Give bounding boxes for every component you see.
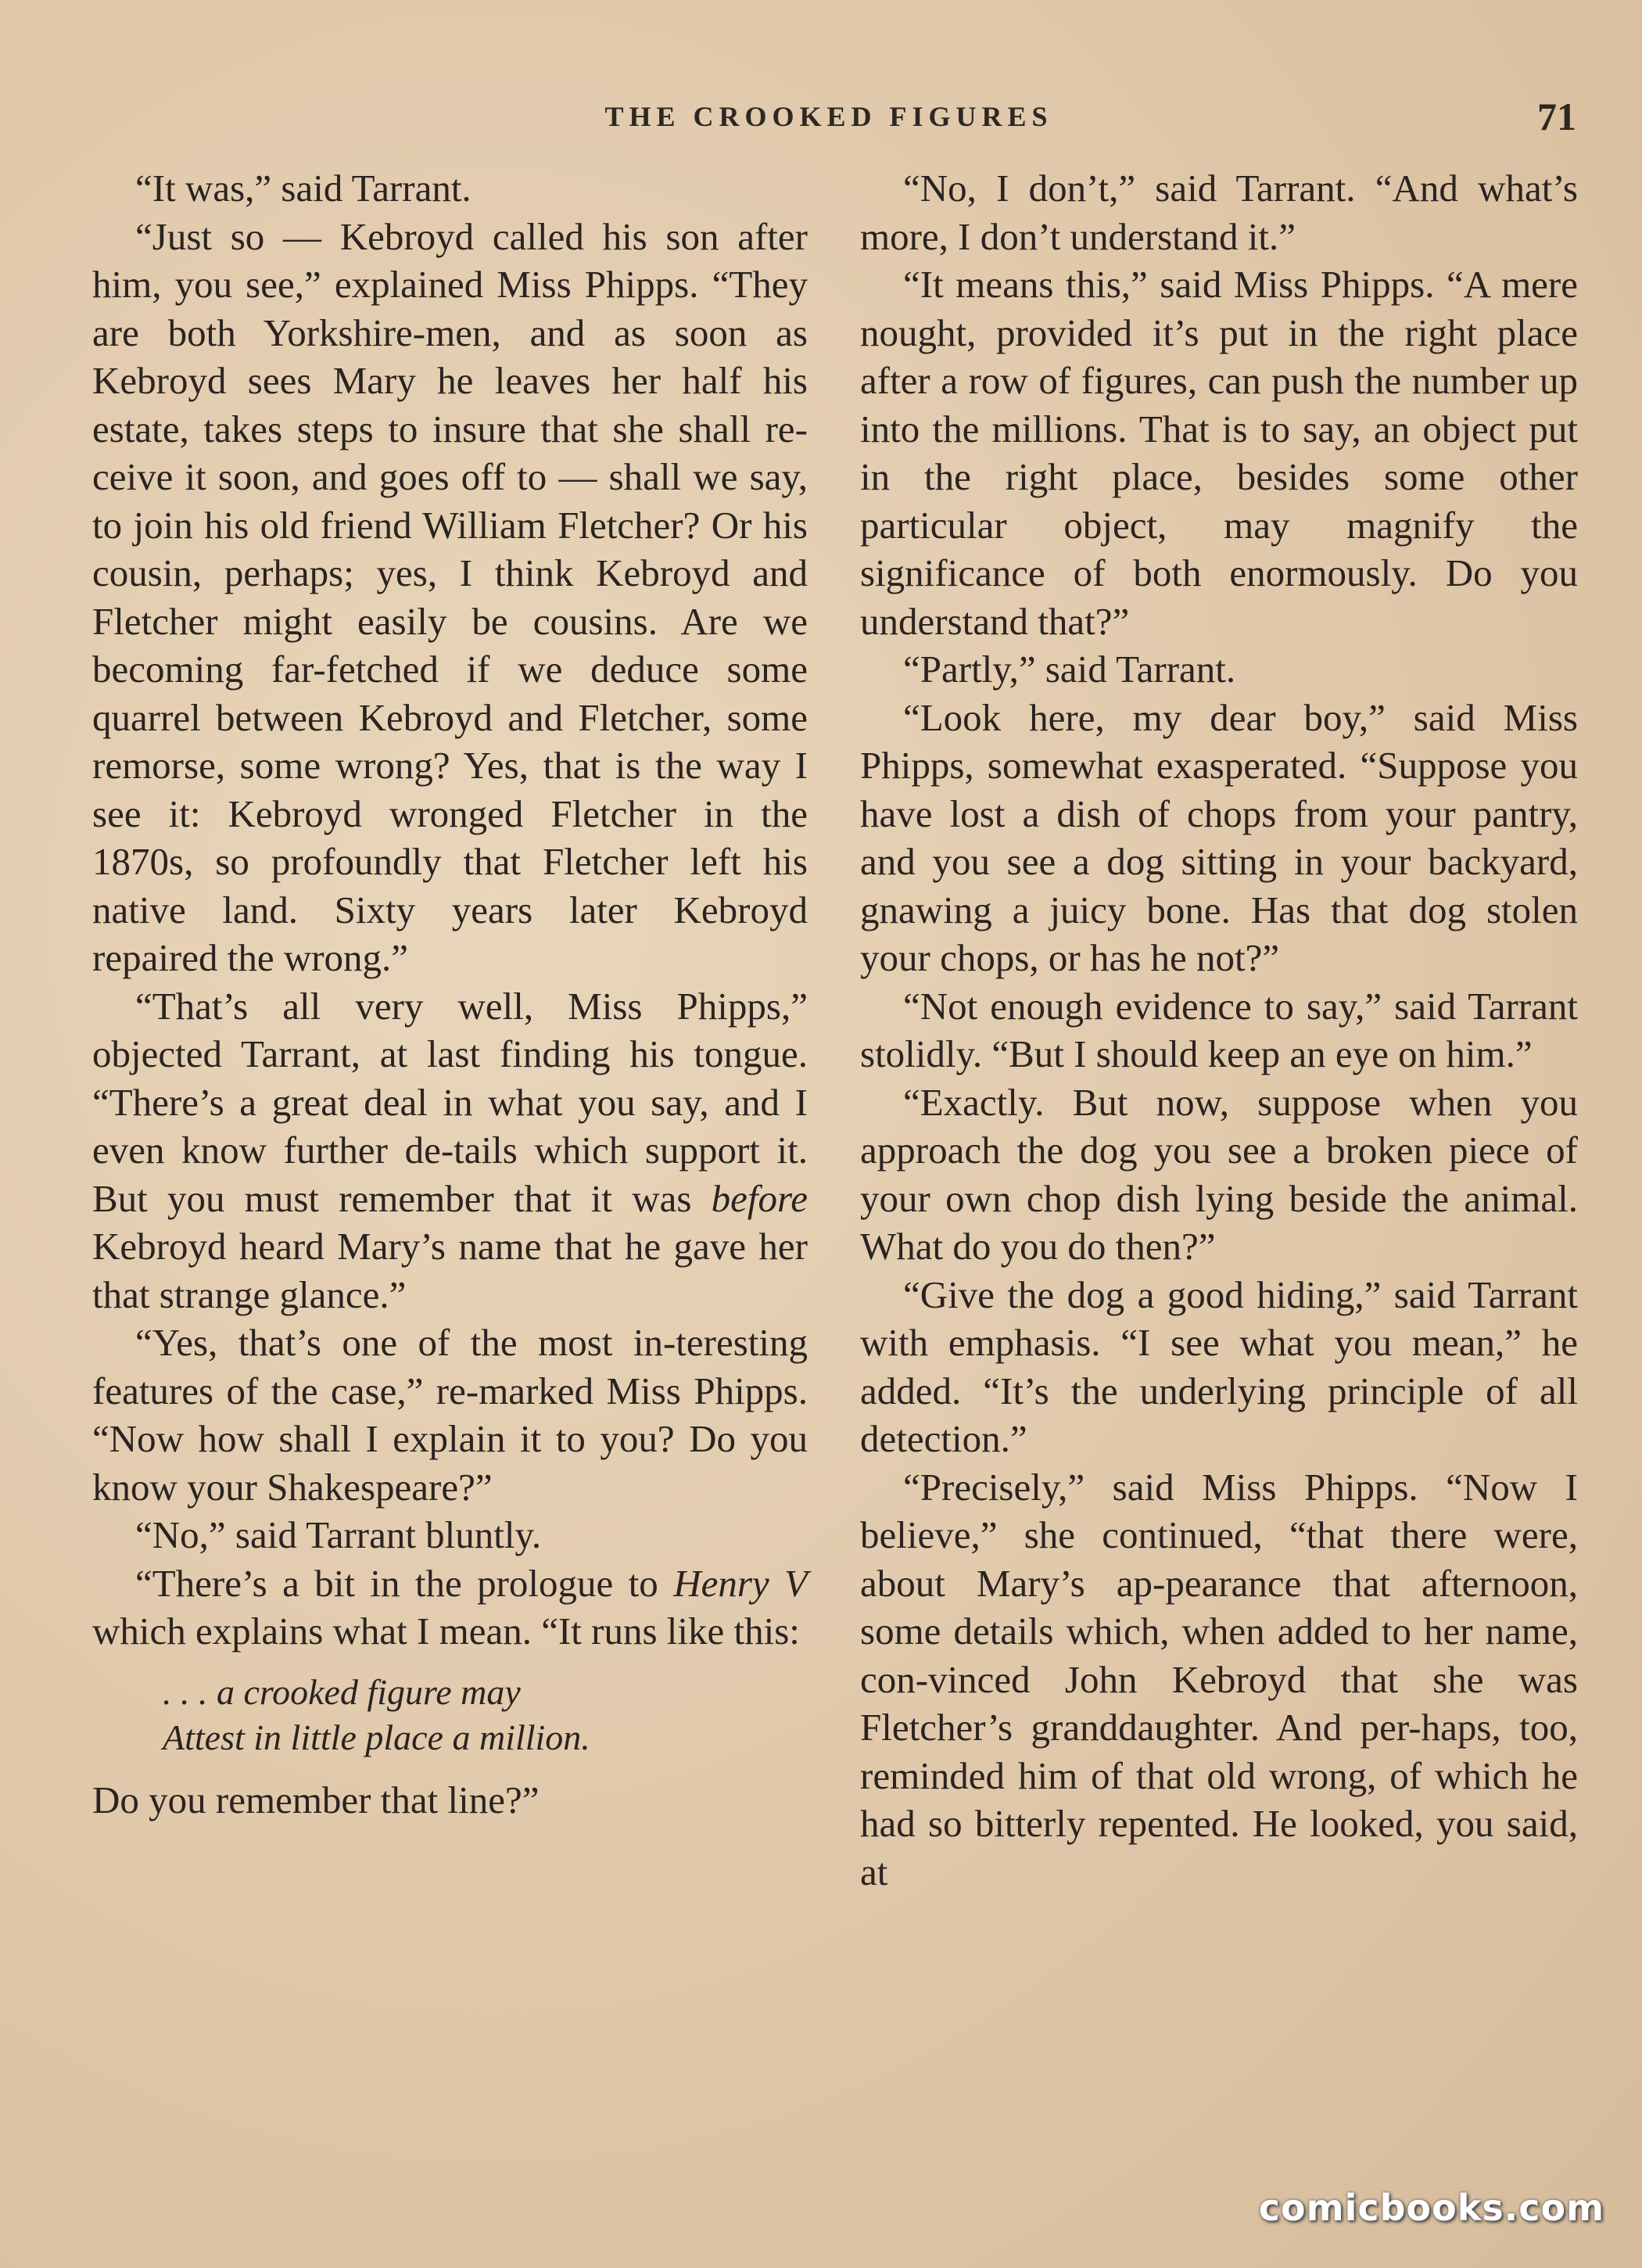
paragraph: “Precisely,” said Miss Phipps. “Now I believe,” she continued, “that there were, about Mary’s ap-pearance that afternoon, some details which, when added to her name, con-vinced John Kebroyd that she was Fletcher’s granddaughter. And per-haps, too, reminded him of that old wrong, of which he had so bitterly repented. He looked, you said, at (860, 1465, 1578, 1893)
verse-line: . . . a crooked figure may (163, 1671, 521, 1712)
verse-line: Attest in little place a million. (163, 1717, 590, 1757)
paragraph: “That’s all very well, Miss Phipps,” objected Tarrant, at last finding his tongue. “There’s a great deal in what you say, and I even know further de-tails which support it. But you must remember that it was before Kebroyd heard Mary’s name that he gave her that strange glance.” (92, 984, 808, 1316)
emphasis: before (711, 1176, 808, 1220)
paragraph: “No,” said Tarrant bluntly. (135, 1513, 542, 1556)
paragraph: “Yes, that’s one of the most in-teresting features of the case,” re-marked Miss Phipps. “Now how shall I explain it to you? Do you know your Shakespeare?” (92, 1321, 808, 1509)
page-number: 71 (1537, 95, 1576, 138)
play-title: Henry V (673, 1561, 808, 1605)
running-title: THE CROOKED FIGURES (604, 101, 1053, 132)
paragraph: “No, I don’t,” said Tarrant. “And what’s more, I don’t understand it.” (860, 167, 1578, 258)
paragraph: Do you remember that line?” (92, 1778, 540, 1821)
paragraph: “Not enough evidence to say,” said Tarrant stolidly. “But I should keep an eye on him.” (860, 984, 1578, 1075)
right-column (860, 164, 1578, 1896)
left-column (92, 164, 808, 1824)
paragraph: “It was,” said Tarrant. (135, 167, 471, 210)
paragraph: “Look here, my dear boy,” said Miss Phipps, somewhat exasperated. “Suppose you have lost a dish of chops from your pantry, and you see a dog sitting in your backyard, gnawing a juicy bone. Has that dog stolen your chops, or has he not?” (860, 695, 1578, 979)
paragraph: “Give the dog a good hiding,” said Tarrant with emphasis. “I see what you mean,” he added. “It’s the underlying principle of all detection.” (860, 1272, 1578, 1460)
paragraph: “Just so — Kebroyd called his son after him, you see,” explained Miss Phipps. “They are both Yorkshire-men, and as soon as Kebroyd sees Mary he leaves her half his estate, takes steps to insure that she shall re-ceive it soon, and goes off to — shall we say, to join his old friend William Fletcher? Or his cousin, perhaps; yes, I think Kebroyd and Fletcher might easily be cousins. Are we becoming far-fetched if we deduce some quarrel between Kebroyd and Fletcher, some remorse, some wrong? Yes, that is the way I see it: Kebroyd wronged Fletcher in the 1870s, so profoundly that Fletcher left his native land. Sixty years later Kebroyd repaired the wrong.” (92, 214, 808, 979)
verse-quotation (163, 1670, 808, 1760)
paragraph: “It means this,” said Miss Phipps. “A mere nought, provided it’s put in the right place after a row of figures, can push the number up into the millions. That is to say, an object put in the right place, besides some other particular object, may magnify the significance of both enormously. Do you understand that?” (860, 263, 1578, 643)
paragraph: “Partly,” said Tarrant. (903, 648, 1236, 691)
paragraph: “Exactly. But now, suppose when you approach the dog you see a broken piece of your own chop dish lying beside the animal. What do you do then?” (860, 1080, 1578, 1268)
watermark: comicbooks.com (1258, 2187, 1604, 2229)
paragraph: “There’s a bit in the prologue to Henry V which explains what I mean. “It runs like this: (92, 1561, 808, 1653)
